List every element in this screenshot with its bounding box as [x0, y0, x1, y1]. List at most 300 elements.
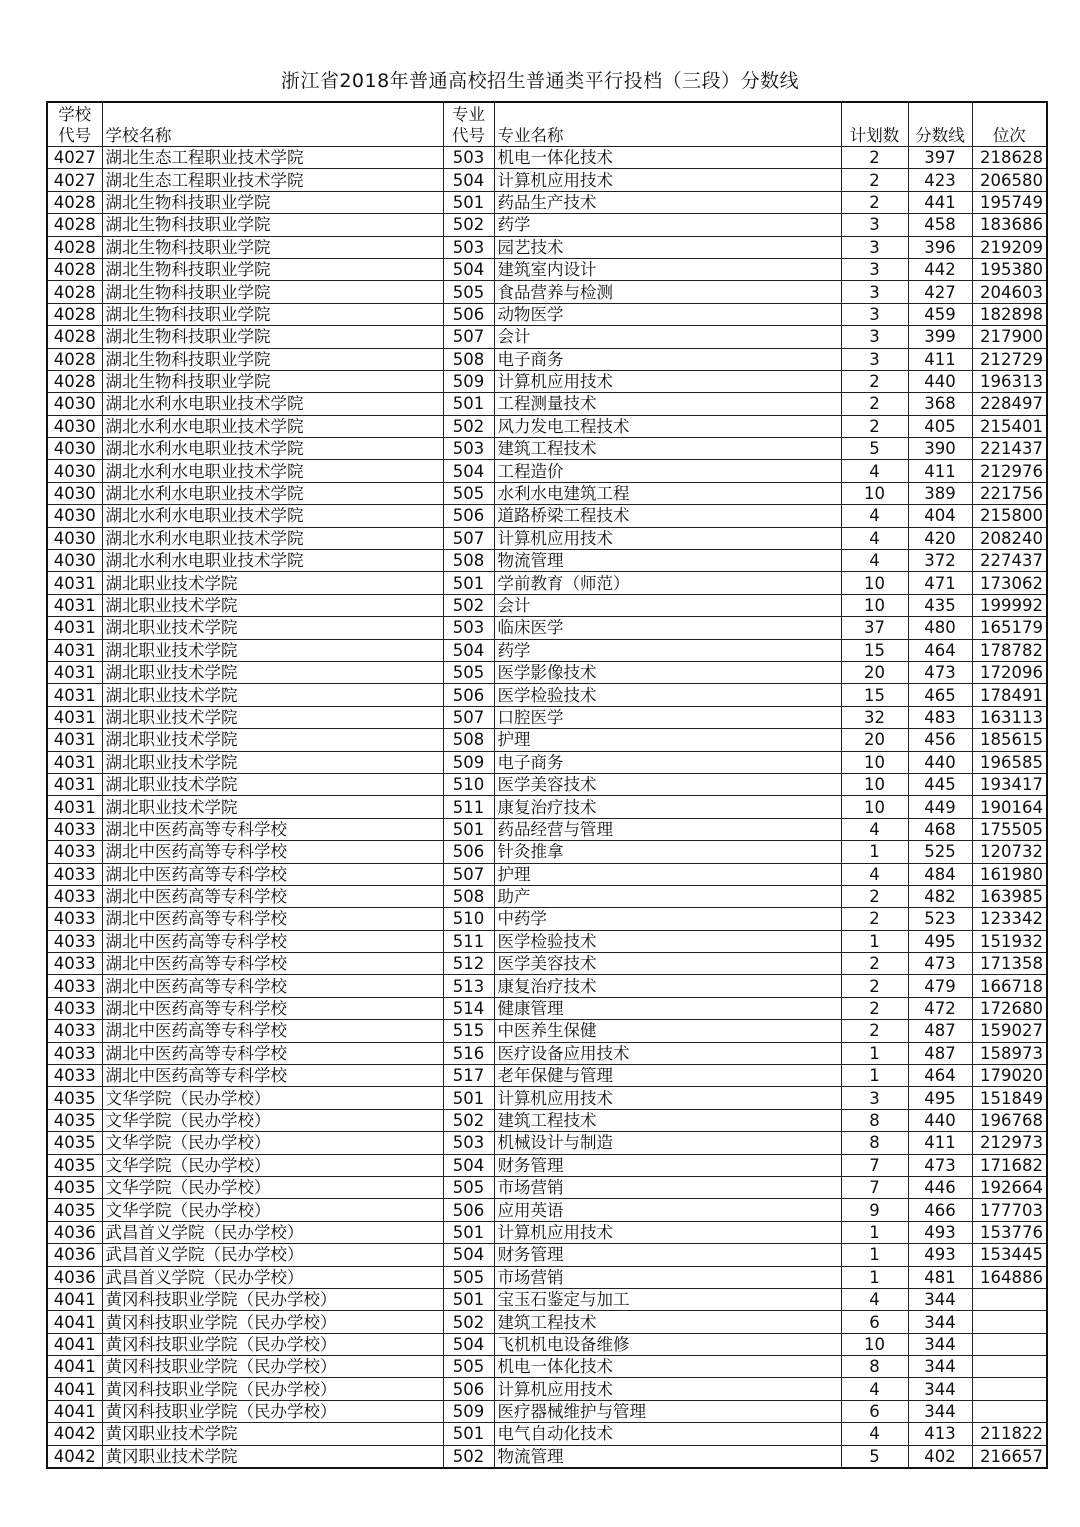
cell-major-code: 504 — [443, 258, 494, 280]
cell-score: 471 — [908, 572, 972, 594]
cell-score: 445 — [908, 773, 972, 795]
cell-major-name: 建筑工程技术 — [494, 438, 841, 460]
cell-school-name: 湖北生态工程职业技术学院 — [102, 169, 443, 191]
cell-rank: 165179 — [972, 617, 1047, 639]
cell-major-name: 计算机应用技术 — [494, 370, 841, 392]
table-row — [47, 684, 1047, 706]
cell-school-name: 湖北职业技术学院 — [102, 617, 443, 639]
cell-plan: 2 — [841, 885, 908, 907]
cell-major-code: 505 — [443, 1266, 494, 1288]
cell-score: 473 — [908, 661, 972, 683]
cell-school-name: 湖北生物科技职业学院 — [102, 281, 443, 303]
cell-rank: 217900 — [972, 326, 1047, 348]
cell-school-code: 4035 — [47, 1154, 102, 1176]
cell-major-code: 501 — [443, 818, 494, 840]
cell-score: 449 — [908, 796, 972, 818]
cell-plan: 3 — [841, 258, 908, 280]
cell-score: 397 — [908, 147, 972, 169]
cell-school-name: 湖北中医药高等专科学校 — [102, 953, 443, 975]
table-row — [47, 1423, 1047, 1445]
cell-score: 344 — [908, 1333, 972, 1355]
table-row — [47, 617, 1047, 639]
cell-plan: 4 — [841, 1288, 908, 1310]
table-row — [47, 482, 1047, 504]
cell-school-code: 4041 — [47, 1400, 102, 1422]
table-row — [47, 1400, 1047, 1422]
cell-plan: 32 — [841, 706, 908, 728]
cell-school-code: 4031 — [47, 751, 102, 773]
cell-school-name: 湖北生物科技职业学院 — [102, 214, 443, 236]
header-score: 分数线 — [908, 102, 972, 147]
cell-major-name: 药品经营与管理 — [494, 818, 841, 840]
cell-rank: 166718 — [972, 975, 1047, 997]
cell-major-code: 513 — [443, 975, 494, 997]
cell-school-code: 4035 — [47, 1109, 102, 1131]
cell-school-name: 湖北中医药高等专科学校 — [102, 930, 443, 952]
cell-school-name: 湖北职业技术学院 — [102, 751, 443, 773]
cell-rank: 212729 — [972, 348, 1047, 370]
cell-major-name: 学前教育（师范） — [494, 572, 841, 594]
cell-score: 411 — [908, 1132, 972, 1154]
cell-school-name: 湖北中医药高等专科学校 — [102, 1065, 443, 1087]
table-row — [47, 505, 1047, 527]
cell-major-name: 针灸推拿 — [494, 841, 841, 863]
table-row — [47, 639, 1047, 661]
cell-major-name: 医学美容技术 — [494, 953, 841, 975]
cell-school-code: 4031 — [47, 639, 102, 661]
cell-school-code: 4036 — [47, 1244, 102, 1266]
table-row — [47, 997, 1047, 1019]
cell-major-name: 会计 — [494, 326, 841, 348]
cell-rank: 120732 — [972, 841, 1047, 863]
cell-score: 479 — [908, 975, 972, 997]
table-row — [47, 1333, 1047, 1355]
cell-plan: 10 — [841, 594, 908, 616]
cell-plan: 2 — [841, 415, 908, 437]
cell-school-name: 湖北职业技术学院 — [102, 684, 443, 706]
table-row — [47, 550, 1047, 572]
cell-school-code: 4033 — [47, 997, 102, 1019]
cell-plan: 3 — [841, 348, 908, 370]
cell-major-code: 508 — [443, 348, 494, 370]
cell-rank: 211822 — [972, 1423, 1047, 1445]
cell-major-code: 512 — [443, 953, 494, 975]
cell-school-name: 湖北职业技术学院 — [102, 639, 443, 661]
cell-plan: 10 — [841, 1333, 908, 1355]
cell-score: 464 — [908, 1065, 972, 1087]
cell-school-name: 湖北生物科技职业学院 — [102, 236, 443, 258]
cell-school-code: 4030 — [47, 460, 102, 482]
cell-major-code: 507 — [443, 326, 494, 348]
cell-major-code: 508 — [443, 729, 494, 751]
cell-school-name: 黄冈科技职业学院（民办学校） — [102, 1356, 443, 1378]
cell-score: 396 — [908, 236, 972, 258]
table-row — [47, 841, 1047, 863]
cell-school-code: 4028 — [47, 258, 102, 280]
cell-major-name: 药品生产技术 — [494, 191, 841, 213]
cell-major-code: 501 — [443, 1423, 494, 1445]
cell-rank: 218628 — [972, 147, 1047, 169]
cell-major-name: 建筑室内设计 — [494, 258, 841, 280]
cell-major-name: 医疗器械维护与管理 — [494, 1400, 841, 1422]
cell-school-code: 4036 — [47, 1266, 102, 1288]
table-row — [47, 1288, 1047, 1310]
cell-school-code: 4033 — [47, 975, 102, 997]
cell-major-code: 502 — [443, 1445, 494, 1468]
cell-plan: 4 — [841, 460, 908, 482]
cell-school-code: 4030 — [47, 527, 102, 549]
cell-school-name: 黄冈职业技术学院 — [102, 1445, 443, 1468]
cell-major-code: 509 — [443, 751, 494, 773]
cell-school-name: 湖北中医药高等专科学校 — [102, 908, 443, 930]
cell-score: 344 — [908, 1378, 972, 1400]
table-row — [47, 236, 1047, 258]
cell-school-code: 4033 — [47, 863, 102, 885]
cell-major-name: 计算机应用技术 — [494, 169, 841, 191]
table-row — [47, 1356, 1047, 1378]
cell-rank: 204603 — [972, 281, 1047, 303]
cell-major-code: 503 — [443, 617, 494, 639]
cell-school-name: 黄冈科技职业学院（民办学校） — [102, 1288, 443, 1310]
cell-school-code: 4030 — [47, 482, 102, 504]
cell-major-name: 口腔医学 — [494, 706, 841, 728]
cell-major-name: 食品营养与检测 — [494, 281, 841, 303]
cell-plan: 10 — [841, 773, 908, 795]
cell-major-code: 509 — [443, 370, 494, 392]
cell-score: 495 — [908, 930, 972, 952]
cell-major-name: 机械设计与制造 — [494, 1132, 841, 1154]
cell-major-code: 506 — [443, 841, 494, 863]
cell-major-name: 应用英语 — [494, 1199, 841, 1221]
cell-plan: 2 — [841, 393, 908, 415]
cell-rank: 212976 — [972, 460, 1047, 482]
cell-major-name: 医学影像技术 — [494, 661, 841, 683]
cell-school-name: 湖北水利水电职业技术学院 — [102, 482, 443, 504]
cell-school-code: 4031 — [47, 684, 102, 706]
cell-major-code: 502 — [443, 415, 494, 437]
cell-major-code: 501 — [443, 1288, 494, 1310]
cell-school-code: 4041 — [47, 1356, 102, 1378]
table-row — [47, 191, 1047, 213]
cell-score: 481 — [908, 1266, 972, 1288]
cell-school-code: 4031 — [47, 773, 102, 795]
cell-plan: 2 — [841, 1020, 908, 1042]
table-row — [47, 1244, 1047, 1266]
cell-rank: 212973 — [972, 1132, 1047, 1154]
cell-rank: 159027 — [972, 1020, 1047, 1042]
cell-score: 487 — [908, 1042, 972, 1064]
cell-score: 368 — [908, 393, 972, 415]
cell-school-code: 4033 — [47, 953, 102, 975]
cell-plan: 10 — [841, 482, 908, 504]
table-row — [47, 460, 1047, 482]
cell-score: 440 — [908, 751, 972, 773]
cell-school-name: 湖北职业技术学院 — [102, 661, 443, 683]
cell-major-code: 503 — [443, 236, 494, 258]
cell-score: 459 — [908, 303, 972, 325]
cell-score: 456 — [908, 729, 972, 751]
cell-plan: 4 — [841, 550, 908, 572]
cell-plan: 2 — [841, 975, 908, 997]
cell-score: 420 — [908, 527, 972, 549]
cell-score: 390 — [908, 438, 972, 460]
cell-plan: 5 — [841, 1445, 908, 1468]
cell-major-name: 老年保健与管理 — [494, 1065, 841, 1087]
cell-score: 344 — [908, 1288, 972, 1310]
cell-rank: 196585 — [972, 751, 1047, 773]
cell-school-code: 4031 — [47, 661, 102, 683]
table-row — [47, 281, 1047, 303]
cell-rank: 172680 — [972, 997, 1047, 1019]
cell-school-code: 4027 — [47, 169, 102, 191]
cell-major-name: 计算机应用技术 — [494, 1087, 841, 1109]
cell-school-name: 湖北中医药高等专科学校 — [102, 997, 443, 1019]
cell-school-name: 湖北中医药高等专科学校 — [102, 818, 443, 840]
cell-plan: 10 — [841, 572, 908, 594]
cell-rank: 221756 — [972, 482, 1047, 504]
header-major-code: 专业 代号 — [443, 102, 494, 147]
cell-major-name: 助产 — [494, 885, 841, 907]
cell-school-name: 湖北职业技术学院 — [102, 594, 443, 616]
cell-major-name: 计算机应用技术 — [494, 1221, 841, 1243]
cell-major-code: 501 — [443, 572, 494, 594]
cell-plan: 3 — [841, 303, 908, 325]
cell-plan: 2 — [841, 169, 908, 191]
cell-major-code: 506 — [443, 303, 494, 325]
cell-school-code: 4028 — [47, 326, 102, 348]
cell-rank: 215401 — [972, 415, 1047, 437]
cell-school-name: 湖北中医药高等专科学校 — [102, 885, 443, 907]
cell-school-code: 4028 — [47, 348, 102, 370]
cell-rank: 193417 — [972, 773, 1047, 795]
cell-school-name: 湖北生物科技职业学院 — [102, 370, 443, 392]
cell-rank: 228497 — [972, 393, 1047, 415]
cell-school-name: 湖北水利水电职业技术学院 — [102, 438, 443, 460]
cell-rank: 185615 — [972, 729, 1047, 751]
cell-major-code: 507 — [443, 706, 494, 728]
header-school-code: 学校 代号 — [47, 102, 102, 147]
cell-major-code: 506 — [443, 1199, 494, 1221]
cell-school-name: 湖北职业技术学院 — [102, 572, 443, 594]
cell-major-code: 505 — [443, 1176, 494, 1198]
cell-school-code: 4041 — [47, 1311, 102, 1333]
cell-plan: 4 — [841, 818, 908, 840]
cell-major-code: 514 — [443, 997, 494, 1019]
cell-rank — [972, 1311, 1047, 1333]
table-row — [47, 393, 1047, 415]
cell-major-code: 507 — [443, 527, 494, 549]
cell-rank: 183686 — [972, 214, 1047, 236]
cell-school-name: 湖北水利水电职业技术学院 — [102, 527, 443, 549]
cell-major-name: 风力发电工程技术 — [494, 415, 841, 437]
cell-school-name: 文华学院（民办学校） — [102, 1199, 443, 1221]
cell-school-code: 4033 — [47, 908, 102, 930]
cell-school-name: 湖北中医药高等专科学校 — [102, 975, 443, 997]
cell-school-name: 湖北生物科技职业学院 — [102, 303, 443, 325]
cell-score: 427 — [908, 281, 972, 303]
cell-major-name: 宝玉石鉴定与加工 — [494, 1288, 841, 1310]
cell-major-name: 计算机应用技术 — [494, 527, 841, 549]
cell-school-name: 黄冈科技职业学院（民办学校） — [102, 1378, 443, 1400]
cell-school-name: 文华学院（民办学校） — [102, 1154, 443, 1176]
cell-major-name: 健康管理 — [494, 997, 841, 1019]
cell-school-name: 湖北中医药高等专科学校 — [102, 863, 443, 885]
table-row — [47, 796, 1047, 818]
cell-score: 411 — [908, 348, 972, 370]
cell-score: 473 — [908, 953, 972, 975]
cell-plan: 3 — [841, 236, 908, 258]
cell-score: 458 — [908, 214, 972, 236]
table-row — [47, 147, 1047, 169]
cell-school-code: 4030 — [47, 550, 102, 572]
table-row — [47, 370, 1047, 392]
cell-major-code: 509 — [443, 1400, 494, 1422]
cell-major-code: 506 — [443, 505, 494, 527]
cell-major-name: 道路桥梁工程技术 — [494, 505, 841, 527]
cell-score: 344 — [908, 1311, 972, 1333]
header-school-name: 学校名称 — [102, 102, 443, 147]
cell-school-code: 4031 — [47, 572, 102, 594]
cell-plan: 2 — [841, 997, 908, 1019]
table-row — [47, 527, 1047, 549]
cell-score: 466 — [908, 1199, 972, 1221]
cell-school-code: 4028 — [47, 303, 102, 325]
cell-major-code: 503 — [443, 438, 494, 460]
cell-major-name: 工程测量技术 — [494, 393, 841, 415]
cell-plan: 10 — [841, 796, 908, 818]
cell-score: 413 — [908, 1423, 972, 1445]
cell-major-name: 建筑工程技术 — [494, 1109, 841, 1131]
cell-major-code: 501 — [443, 393, 494, 415]
cell-score: 405 — [908, 415, 972, 437]
cell-rank: 153445 — [972, 1244, 1047, 1266]
cell-major-code: 511 — [443, 796, 494, 818]
cell-score: 493 — [908, 1221, 972, 1243]
table-row — [47, 818, 1047, 840]
cell-score: 525 — [908, 841, 972, 863]
cell-major-name: 中药学 — [494, 908, 841, 930]
cell-major-code: 511 — [443, 930, 494, 952]
cell-score: 442 — [908, 258, 972, 280]
cell-rank: 178782 — [972, 639, 1047, 661]
cell-plan: 2 — [841, 370, 908, 392]
cell-school-name: 湖北职业技术学院 — [102, 796, 443, 818]
cell-plan: 4 — [841, 1378, 908, 1400]
cell-major-code: 502 — [443, 1311, 494, 1333]
table-row — [47, 594, 1047, 616]
cell-school-name: 文华学院（民办学校） — [102, 1109, 443, 1131]
cell-school-code: 4033 — [47, 1020, 102, 1042]
table-row — [47, 438, 1047, 460]
cell-plan: 3 — [841, 281, 908, 303]
cell-school-code: 4031 — [47, 729, 102, 751]
cell-major-code: 505 — [443, 482, 494, 504]
header-major-name: 专业名称 — [494, 102, 841, 147]
table-row — [47, 773, 1047, 795]
table-row — [47, 1154, 1047, 1176]
cell-school-code: 4041 — [47, 1288, 102, 1310]
cell-major-code: 505 — [443, 281, 494, 303]
cell-major-name: 财务管理 — [494, 1244, 841, 1266]
cell-score: 480 — [908, 617, 972, 639]
cell-rank — [972, 1333, 1047, 1355]
cell-school-code: 4035 — [47, 1199, 102, 1221]
cell-major-name: 医疗设备应用技术 — [494, 1042, 841, 1064]
cell-major-name: 中医养生保健 — [494, 1020, 841, 1042]
table-row — [47, 930, 1047, 952]
cell-rank: 216657 — [972, 1445, 1047, 1468]
cell-rank: 179020 — [972, 1065, 1047, 1087]
cell-school-code: 4028 — [47, 191, 102, 213]
table-row — [47, 908, 1047, 930]
cell-rank: 163985 — [972, 885, 1047, 907]
cell-plan: 15 — [841, 684, 908, 706]
cell-school-code: 4028 — [47, 236, 102, 258]
cell-plan: 5 — [841, 438, 908, 460]
cell-school-code: 4041 — [47, 1333, 102, 1355]
cell-major-name: 电子商务 — [494, 751, 841, 773]
cell-school-code: 4035 — [47, 1176, 102, 1198]
cell-major-name: 市场营销 — [494, 1176, 841, 1198]
cell-plan: 8 — [841, 1356, 908, 1378]
cell-major-name: 药学 — [494, 214, 841, 236]
table-row — [47, 1132, 1047, 1154]
cell-score: 389 — [908, 482, 972, 504]
cell-rank: 199992 — [972, 594, 1047, 616]
table-row — [47, 1042, 1047, 1064]
cell-plan: 1 — [841, 1266, 908, 1288]
cell-major-code: 510 — [443, 908, 494, 930]
cell-major-name: 医学美容技术 — [494, 773, 841, 795]
cell-rank: 196768 — [972, 1109, 1047, 1131]
cell-score: 344 — [908, 1356, 972, 1378]
cell-school-name: 湖北职业技术学院 — [102, 773, 443, 795]
cell-plan: 9 — [841, 1199, 908, 1221]
cell-score: 472 — [908, 997, 972, 1019]
cell-school-code: 4030 — [47, 415, 102, 437]
cell-plan: 7 — [841, 1154, 908, 1176]
cell-rank: 219209 — [972, 236, 1047, 258]
cell-score: 473 — [908, 1154, 972, 1176]
cell-major-code: 503 — [443, 1132, 494, 1154]
cell-rank: 164886 — [972, 1266, 1047, 1288]
cell-plan: 3 — [841, 326, 908, 348]
cell-school-name: 湖北水利水电职业技术学院 — [102, 550, 443, 572]
cell-score: 402 — [908, 1445, 972, 1468]
cell-rank: 221437 — [972, 438, 1047, 460]
cell-major-code: 503 — [443, 147, 494, 169]
cell-major-code: 506 — [443, 684, 494, 706]
cell-major-name: 医学检验技术 — [494, 684, 841, 706]
table-row — [47, 885, 1047, 907]
cell-school-name: 武昌首义学院（民办学校） — [102, 1244, 443, 1266]
cell-school-name: 文华学院（民办学校） — [102, 1087, 443, 1109]
cell-plan: 2 — [841, 147, 908, 169]
table-row — [47, 348, 1047, 370]
cell-major-code: 504 — [443, 169, 494, 191]
cell-school-code: 4042 — [47, 1445, 102, 1468]
cell-major-name: 市场营销 — [494, 1266, 841, 1288]
cell-plan: 4 — [841, 505, 908, 527]
cell-rank: 182898 — [972, 303, 1047, 325]
cell-major-code: 516 — [443, 1042, 494, 1064]
cell-rank: 123342 — [972, 908, 1047, 930]
table-row — [47, 1087, 1047, 1109]
cell-major-name: 机电一体化技术 — [494, 147, 841, 169]
cell-school-name: 湖北水利水电职业技术学院 — [102, 460, 443, 482]
cell-school-code: 4027 — [47, 147, 102, 169]
cell-major-name: 康复治疗技术 — [494, 975, 841, 997]
